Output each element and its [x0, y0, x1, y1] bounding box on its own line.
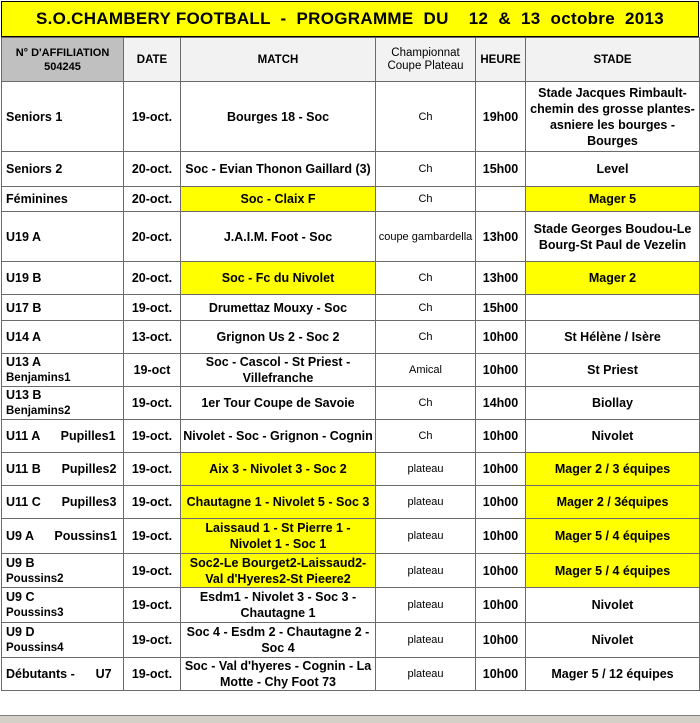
category-cell[interactable] — [2, 354, 124, 387]
match-cell[interactable]: Soc - Cascol - St Priest - Villefranche — [181, 354, 376, 387]
category-sublabel: Poussins3 — [6, 607, 64, 619]
table-row — [2, 354, 700, 387]
date-cell[interactable]: 19-oct — [124, 354, 181, 387]
date-cell[interactable]: 20-oct. — [124, 187, 181, 212]
stade-cell[interactable]: Nivolet — [526, 588, 700, 623]
championnat-cell[interactable]: plateau — [376, 486, 476, 519]
date-cell[interactable]: 13-oct. — [124, 321, 181, 354]
schedule-rows — [2, 82, 700, 691]
category-label: U11 A Pupilles1 — [6, 429, 116, 443]
category-sublabel: Poussins2 — [6, 572, 64, 585]
heure-cell[interactable]: 10h00 — [476, 588, 526, 623]
table-row — [2, 623, 700, 658]
heure-cell[interactable]: 10h00 — [476, 453, 526, 486]
match-cell[interactable]: Soc2-Le Bourget2-Laissaud2-Val d'Hyeres2-St Pieere2 — [181, 554, 376, 588]
table-row — [2, 295, 700, 321]
match-cell[interactable]: Soc - Claix F — [181, 187, 376, 212]
date-cell[interactable]: 19-oct. — [124, 588, 181, 623]
match-cell[interactable]: Nivolet - Soc - Grignon - Cognin — [181, 420, 376, 453]
programme-title: S.O.CHAMBERY FOOTBALL - PROGRAMME DU 12 & 13 octobre 2013 — [1, 1, 699, 37]
category-cell[interactable] — [2, 519, 124, 554]
category-cell[interactable] — [2, 554, 124, 588]
match-cell[interactable]: Soc - Fc du Nivolet — [181, 262, 376, 295]
date-cell[interactable]: 19-oct. — [124, 554, 181, 588]
date-cell[interactable]: 19-oct. — [124, 295, 181, 321]
stade-header: STADE — [526, 38, 700, 82]
stade-cell[interactable]: Mager 2 / 3équipes — [526, 486, 700, 519]
category-cell[interactable] — [2, 453, 124, 486]
match-cell[interactable]: Drumettaz Mouxy - Soc — [181, 295, 376, 321]
date-header: DATE — [124, 38, 181, 82]
heure-cell[interactable]: 10h00 — [476, 486, 526, 519]
championnat-cell[interactable]: Ch — [376, 295, 476, 321]
date-cell[interactable]: 20-oct. — [124, 212, 181, 262]
championnat-cell[interactable]: plateau — [376, 588, 476, 623]
stade-cell[interactable]: Stade Jacques Rimbault-chemin des grosse plantes-asniere les bourges - Bourges — [526, 82, 700, 152]
heure-cell[interactable]: 13h00 — [476, 212, 526, 262]
heure-cell[interactable]: 19h00 — [476, 82, 526, 152]
affiliation-header — [2, 38, 124, 82]
match-cell[interactable]: Soc 4 - Esdm 2 - Chautagne 2 - Soc 4 — [181, 623, 376, 658]
stade-cell[interactable] — [526, 295, 700, 321]
table-row — [2, 187, 700, 212]
table-row — [2, 387, 700, 420]
date-cell[interactable]: 19-oct. — [124, 387, 181, 420]
category-cell[interactable] — [2, 295, 124, 321]
heure-cell[interactable]: 10h00 — [476, 658, 526, 691]
category-label: U11 B Pupilles2 — [6, 462, 117, 476]
category-cell[interactable] — [2, 321, 124, 354]
category-cell[interactable] — [2, 623, 124, 658]
category-label: Débutants - U7 — [6, 667, 112, 681]
category-cell[interactable] — [2, 187, 124, 212]
stade-cell[interactable]: Mager 5 / 12 équipes — [526, 658, 700, 691]
date-cell[interactable]: 19-oct. — [124, 453, 181, 486]
table-row — [2, 82, 700, 152]
category-label: U13 B — [6, 388, 42, 402]
stade-cell[interactable]: Mager 5 — [526, 187, 700, 212]
category-label: U9 B — [6, 555, 35, 570]
heure-cell[interactable] — [476, 187, 526, 212]
championnat-cell[interactable]: Ch — [376, 152, 476, 187]
category-cell[interactable] — [2, 82, 124, 152]
category-cell[interactable] — [2, 486, 124, 519]
date-cell[interactable]: 19-oct. — [124, 82, 181, 152]
date-cell[interactable]: 19-oct. — [124, 486, 181, 519]
heure-header: HEURE — [476, 38, 526, 82]
category-cell[interactable] — [2, 588, 124, 623]
stade-cell[interactable]: Mager 2 / 3 équipes — [526, 453, 700, 486]
match-header: MATCH — [181, 38, 376, 82]
stade-cell[interactable]: Level — [526, 152, 700, 187]
table-row — [2, 420, 700, 453]
category-label: Seniors 2 — [6, 162, 63, 176]
category-cell[interactable] — [2, 262, 124, 295]
date-cell[interactable]: 19-oct. — [124, 420, 181, 453]
championnat-cell[interactable]: plateau — [376, 554, 476, 588]
category-label: Seniors 1 — [6, 109, 63, 124]
heure-cell[interactable]: 10h00 — [476, 623, 526, 658]
category-cell[interactable] — [2, 658, 124, 691]
match-cell[interactable]: Esdm1 - Nivolet 3 - Soc 3 - Chautagne 1 — [181, 588, 376, 623]
date-cell[interactable]: 20-oct. — [124, 262, 181, 295]
category-sublabel: Benjamins2 — [6, 405, 71, 417]
stade-cell[interactable]: St Hélène / Isère — [526, 321, 700, 354]
match-cell[interactable]: Laissaud 1 - St Pierre 1 - Nivolet 1 - Soc 1 — [181, 519, 376, 554]
heure-cell[interactable]: 10h00 — [476, 554, 526, 588]
match-cell[interactable]: Chautagne 1 - Nivolet 5 - Soc 3 — [181, 486, 376, 519]
championnat-cell[interactable]: Ch — [376, 82, 476, 152]
championnat-cell[interactable]: Amical — [376, 354, 476, 387]
affiliation-label: N° D'AFFILIATION — [15, 46, 110, 59]
stade-cell[interactable]: Stade Georges Boudou-Le Bourg-St Paul de Vezelin — [526, 212, 700, 262]
affiliation-number: 504245 — [44, 60, 81, 73]
heure-cell[interactable]: 10h00 — [476, 321, 526, 354]
match-cell[interactable]: Soc - Val d'hyeres - Cognin - La Motte - Chy Foot 73 — [181, 658, 376, 691]
match-cell[interactable]: Bourges 18 - Soc — [181, 82, 376, 152]
table-row — [2, 658, 700, 691]
heure-cell[interactable]: 13h00 — [476, 262, 526, 295]
table-row — [2, 519, 700, 554]
category-label: U11 C Pupilles3 — [6, 495, 117, 509]
championnat-cell[interactable]: plateau — [376, 658, 476, 691]
championnat-header: Championnat Coupe Plateau — [376, 38, 476, 82]
heure-cell[interactable]: 10h00 — [476, 354, 526, 387]
championnat-cell[interactable]: Ch — [376, 321, 476, 354]
championnat-cell[interactable]: Ch — [376, 420, 476, 453]
stade-cell[interactable]: Nivolet — [526, 420, 700, 453]
match-cell[interactable]: Grignon Us 2 - Soc 2 — [181, 321, 376, 354]
championnat-cell[interactable]: plateau — [376, 519, 476, 554]
heure-cell[interactable]: 14h00 — [476, 387, 526, 420]
heure-cell[interactable]: 10h00 — [476, 519, 526, 554]
category-sublabel: Benjamins1 — [6, 372, 71, 384]
category-label: U19 A — [6, 229, 41, 244]
table-row — [2, 152, 700, 187]
header-row — [2, 38, 700, 82]
heure-cell[interactable]: 15h00 — [476, 152, 526, 187]
category-label: U13 A — [6, 355, 41, 369]
table-row — [2, 453, 700, 486]
table-row — [2, 588, 700, 623]
category-cell[interactable] — [2, 420, 124, 453]
championnat-cell[interactable]: plateau — [376, 623, 476, 658]
date-cell[interactable]: 19-oct. — [124, 658, 181, 691]
stade-cell[interactable]: Biollay — [526, 387, 700, 420]
date-cell[interactable]: 20-oct. — [124, 152, 181, 187]
match-cell[interactable]: Soc - Evian Thonon Gaillard (3) — [181, 152, 376, 187]
category-label: Féminines — [6, 192, 68, 206]
championnat-cell[interactable]: Ch — [376, 262, 476, 295]
table-row — [2, 321, 700, 354]
stade-cell[interactable]: Nivolet — [526, 623, 700, 658]
category-cell[interactable] — [2, 152, 124, 187]
heure-cell[interactable]: 15h00 — [476, 295, 526, 321]
table-row — [2, 486, 700, 519]
schedule-table — [1, 37, 700, 691]
category-label: U9 C — [6, 590, 35, 604]
stade-cell[interactable]: St Priest — [526, 354, 700, 387]
category-label: U9 D — [6, 625, 35, 639]
category-label: U17 B — [6, 300, 42, 315]
table-row — [2, 212, 700, 262]
championnat-cell[interactable]: plateau — [376, 453, 476, 486]
heure-cell[interactable]: 10h00 — [476, 420, 526, 453]
date-cell[interactable]: 19-oct. — [124, 519, 181, 554]
championnat-cell[interactable]: Ch — [376, 387, 476, 420]
table-row — [2, 262, 700, 295]
table-row — [2, 554, 700, 588]
date-cell[interactable]: 19-oct. — [124, 623, 181, 658]
category-label: U9 A Poussins1 — [6, 529, 117, 543]
championnat-cell[interactable]: Ch — [376, 187, 476, 212]
category-label: U19 B — [6, 271, 42, 285]
match-cell[interactable]: 1er Tour Coupe de Savoie — [181, 387, 376, 420]
category-cell[interactable] — [2, 212, 124, 262]
stade-cell[interactable]: Mager 5 / 4 équipes — [526, 519, 700, 554]
match-cell[interactable]: J.A.I.M. Foot - Soc — [181, 212, 376, 262]
category-sublabel: Poussins4 — [6, 642, 64, 654]
match-cell[interactable]: Aix 3 - Nivolet 3 - Soc 2 — [181, 453, 376, 486]
stade-cell[interactable]: Mager 2 — [526, 262, 700, 295]
stade-cell[interactable]: Mager 5 / 4 équipes — [526, 554, 700, 588]
category-label: U14 A — [6, 330, 41, 344]
category-cell[interactable] — [2, 387, 124, 420]
championnat-cell[interactable]: coupe gambardella — [376, 212, 476, 262]
